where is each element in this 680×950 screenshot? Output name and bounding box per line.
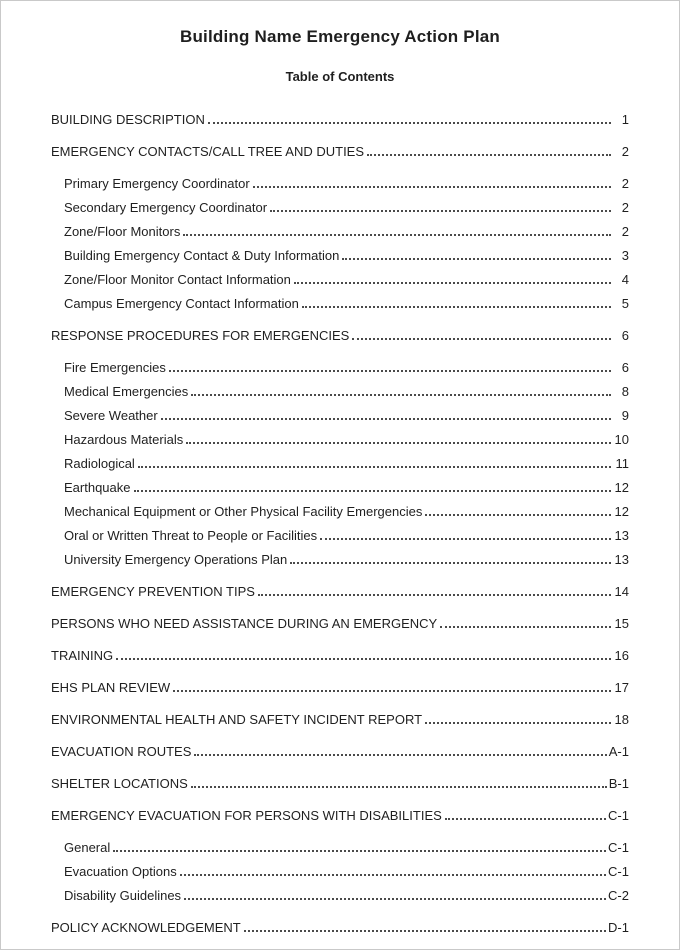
toc-entry[interactable] <box>51 500 629 524</box>
toc-entry[interactable] <box>51 268 629 292</box>
toc-entry[interactable] <box>51 476 629 500</box>
toc-entry-label: Severe Weather <box>64 408 158 423</box>
toc-entry[interactable] <box>51 676 629 700</box>
toc-entry-label: ENVIRONMENTAL HEALTH AND SAFETY INCIDENT REPORT <box>51 712 423 727</box>
toc-dot-leader <box>183 234 611 236</box>
toc-page-number: 12 <box>614 480 629 495</box>
toc-entry-label: Campus Emergency Contact Information <box>64 296 299 311</box>
toc-list <box>51 108 629 940</box>
toc-entry-label: EMERGENCY PREVENTION TIPS <box>51 584 255 599</box>
toc-entry-label: SHELTER LOCATIONS <box>51 776 188 791</box>
toc-entry-label: BUILDING DESCRIPTION <box>51 112 205 127</box>
toc-entry[interactable] <box>51 612 629 636</box>
toc-entry[interactable] <box>51 324 629 348</box>
toc-page-number: 17 <box>614 680 629 695</box>
toc-entry-label: PERSONS WHO NEED ASSISTANCE DURING AN EMERGENCY <box>51 616 438 631</box>
toc-entry[interactable] <box>51 740 629 764</box>
toc-dot-leader <box>138 466 611 468</box>
toc-dot-leader <box>294 282 611 284</box>
toc-dot-leader <box>116 658 611 660</box>
toc-dot-leader <box>194 754 606 756</box>
toc-dot-leader <box>161 418 611 420</box>
toc-dot-leader <box>186 442 611 444</box>
toc-page-number: 8 <box>621 384 629 399</box>
table-of-contents-heading: Table of Contents <box>285 69 395 84</box>
toc-page-number: C-1 <box>608 840 629 855</box>
toc-dot-leader <box>425 514 611 516</box>
toc-entry[interactable] <box>51 404 629 428</box>
toc-entry[interactable] <box>51 292 629 316</box>
toc-dot-leader <box>367 154 611 156</box>
toc-entry[interactable] <box>51 836 629 860</box>
toc-page-number: C-1 <box>608 808 629 823</box>
toc-page-number: C-2 <box>608 888 629 903</box>
toc-entry[interactable] <box>51 916 629 940</box>
toc-entry-label: Hazardous Materials <box>64 432 184 447</box>
toc-dot-leader <box>342 258 611 260</box>
toc-entry[interactable] <box>51 356 629 380</box>
toc-entry[interactable] <box>51 524 629 548</box>
toc-entry-label: Fire Emergencies <box>64 360 166 375</box>
toc-dot-leader <box>253 186 611 188</box>
toc-entry-label: Mechanical Equipment or Other Physical Facility Emergencies <box>64 504 423 519</box>
toc-entry-label: Oral or Written Threat to People or Facilities <box>64 528 318 543</box>
toc-entry-label: Disability Guidelines <box>64 888 182 903</box>
toc-entry[interactable] <box>51 244 629 268</box>
toc-entry[interactable] <box>51 772 629 796</box>
toc-page-number: 15 <box>614 616 629 631</box>
toc-entry-label: EMERGENCY CONTACTS/CALL TREE AND DUTIES <box>51 144 365 159</box>
toc-entry[interactable] <box>51 804 629 828</box>
toc-entry-label: EHS PLAN REVIEW <box>51 680 171 695</box>
toc-entry[interactable] <box>51 196 629 220</box>
toc-entry[interactable] <box>51 172 629 196</box>
toc-entry-label: Secondary Emergency Coordinator <box>64 200 268 215</box>
toc-page-number: 9 <box>621 408 629 423</box>
toc-dot-leader <box>302 306 611 308</box>
toc-page-number: 6 <box>621 328 629 343</box>
toc-page-number: 2 <box>621 144 629 159</box>
toc-dot-leader <box>290 562 611 564</box>
toc-page-number: B-1 <box>608 776 629 791</box>
toc-entry[interactable] <box>51 644 629 668</box>
toc-entry[interactable] <box>51 708 629 732</box>
toc-dot-leader <box>352 338 611 340</box>
toc-entry[interactable] <box>51 108 629 132</box>
toc-dot-leader <box>440 626 611 628</box>
toc-page-number: 6 <box>621 360 629 375</box>
toc-entry-label: General <box>64 840 111 855</box>
toc-page-number: 10 <box>614 432 629 447</box>
toc-entry-label: Primary Emergency Coordinator <box>64 176 250 191</box>
toc-page-number: 5 <box>621 296 629 311</box>
toc-dot-leader <box>270 210 611 212</box>
toc-page-number: A-1 <box>608 744 629 759</box>
toc-dot-leader <box>191 786 607 788</box>
toc-page-number: C-1 <box>608 864 629 879</box>
toc-page-number: 11 <box>615 456 629 471</box>
toc-dot-leader <box>320 538 611 540</box>
toc-dot-leader <box>134 490 612 492</box>
toc-dot-leader <box>425 722 611 724</box>
toc-page-number: 3 <box>621 248 629 263</box>
toc-page-number: D-1 <box>608 920 629 935</box>
toc-entry[interactable] <box>51 428 629 452</box>
toc-page-number: 13 <box>614 552 629 567</box>
toc-dot-leader <box>184 898 606 900</box>
toc-entry-label: Medical Emergencies <box>64 384 189 399</box>
toc-entry[interactable] <box>51 548 629 572</box>
toc-entry[interactable] <box>51 220 629 244</box>
toc-entry-label: Radiological <box>64 456 135 471</box>
toc-entry-label: EMERGENCY EVACUATION FOR PERSONS WITH DISABILITIES <box>51 808 442 823</box>
toc-entry[interactable] <box>51 140 629 164</box>
toc-entry[interactable] <box>51 580 629 604</box>
toc-page-number: 4 <box>621 272 629 287</box>
toc-entry-label: RESPONSE PROCEDURES FOR EMERGENCIES <box>51 328 350 343</box>
toc-page-number: 14 <box>614 584 629 599</box>
toc-page-number: 18 <box>614 712 629 727</box>
toc-dot-leader <box>445 818 606 820</box>
toc-page-number: 2 <box>621 200 629 215</box>
toc-dot-leader <box>180 874 606 876</box>
toc-entry-label: Earthquake <box>64 480 131 495</box>
document-title: Building Name Emergency Action Plan <box>180 27 500 46</box>
toc-page-number: 16 <box>614 648 629 663</box>
toc-entry-label: Evacuation Options <box>64 864 177 879</box>
toc-dot-leader <box>113 850 606 852</box>
toc-entry-label: POLICY ACKNOWLEDGEMENT <box>51 920 241 935</box>
toc-entry[interactable] <box>51 884 629 908</box>
toc-entry[interactable] <box>51 380 629 404</box>
toc-dot-leader <box>169 370 611 372</box>
toc-page-number: 13 <box>614 528 629 543</box>
toc-dot-leader <box>173 690 611 692</box>
toc-dot-leader <box>244 930 606 932</box>
toc-entry[interactable] <box>51 452 629 476</box>
toc-entry-label: EVACUATION ROUTES <box>51 744 192 759</box>
toc-entry[interactable] <box>51 860 629 884</box>
toc-dot-leader <box>191 394 611 396</box>
toc-entry-label: Zone/Floor Monitor Contact Information <box>64 272 291 287</box>
toc-entry-label: University Emergency Operations Plan <box>64 552 288 567</box>
toc-page-number: 2 <box>621 176 629 191</box>
toc-dot-leader <box>258 594 611 596</box>
toc-entry-label: TRAINING <box>51 648 114 663</box>
toc-page-number: 12 <box>614 504 629 519</box>
toc-page-number: 1 <box>621 112 629 127</box>
toc-entry-label: Building Emergency Contact & Duty Information <box>64 248 340 263</box>
toc-entry-label: Zone/Floor Monitors <box>64 224 181 239</box>
toc-page-number: 2 <box>621 224 629 239</box>
toc-dot-leader <box>208 122 611 124</box>
